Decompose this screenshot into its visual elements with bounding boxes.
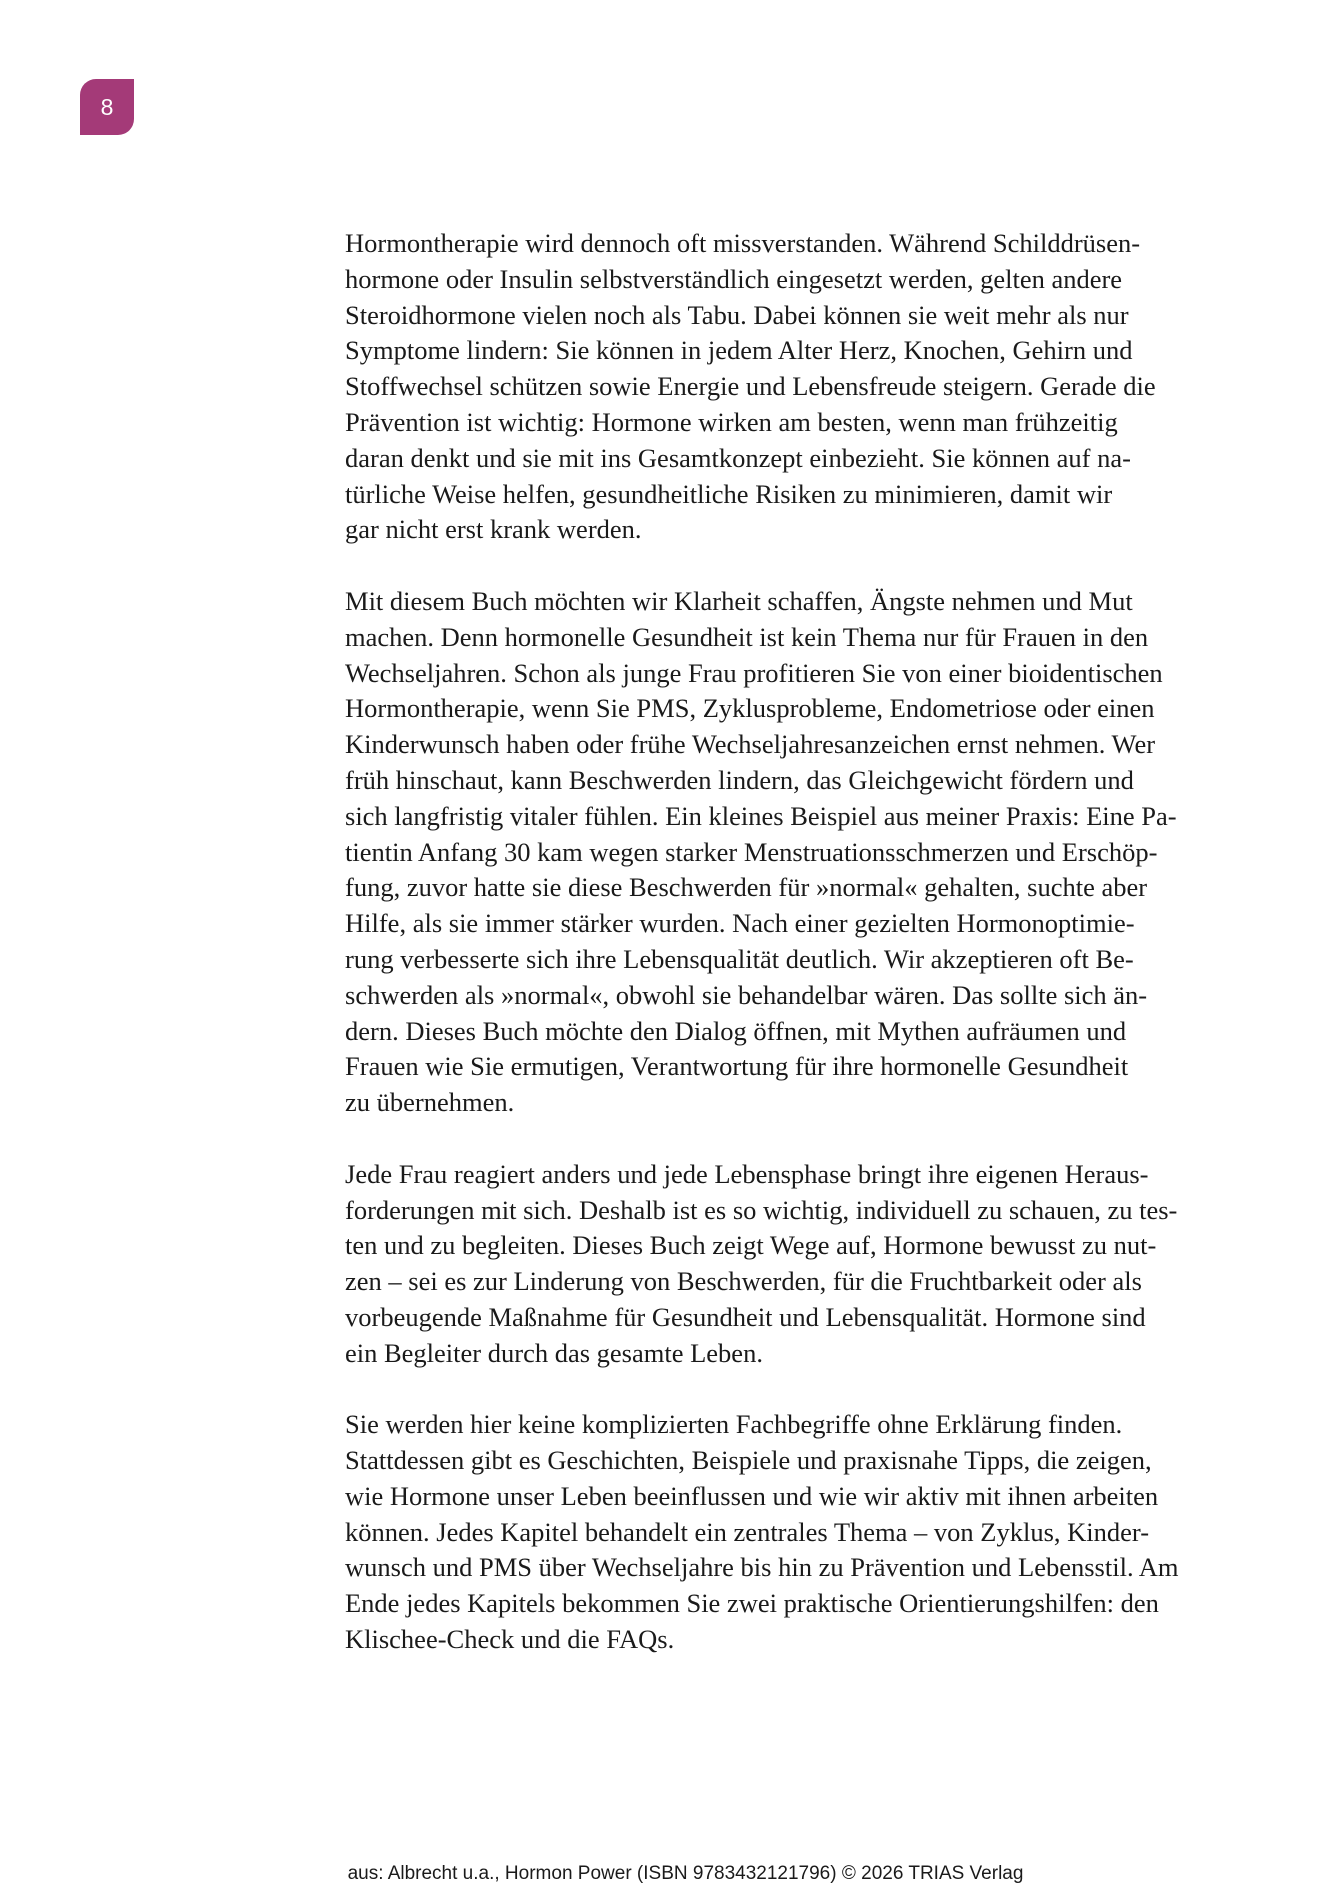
paragraph [345,226,1238,548]
text-line: machen. Denn hormonelle Gesundheit ist kein Thema nur für Frauen in den [345,621,1149,652]
text-line: Stattdessen gibt es Geschichten, Beispiele und praxisnahe Tipps, die zeigen, [345,1445,1152,1476]
text-line: Ende jedes Kapitels bekommen Sie zwei praktische Orientierungshilfen: den [345,1588,1159,1619]
text-line: vorbeugende Maßnahme für Gesundheit und Lebensqualität. Hormone sind [345,1301,1146,1332]
text-line: Prävention ist wichtig: Hormone wirken am besten, wenn man frühzeitig [345,406,1118,437]
text-line: Hormontherapie wird dennoch oft missverstanden. Während Schilddrüsen- [345,228,1141,258]
footer-citation [0,1862,1339,1886]
text-line: zu übernehmen. [345,1087,515,1118]
text-line: können. Jedes Kapitel behandelt ein zentrales Thema – von Zyklus, Kinder- [345,1516,1150,1547]
text-line: Wechseljahren. Schon als junge Frau profitieren Sie von einer bioidentischen [345,657,1163,688]
text-line: türliche Weise helfen, gesundheitliche Risiken zu minimieren, damit wir [345,478,1113,509]
text-line: ein Begleiter durch das gesamte Leben. [345,1337,763,1368]
text-line: früh hinschaut, kann Beschwerden lindern, das Gleichgewicht fördern und [345,764,1134,795]
text-line: Klischee-Check und die FAQs. [345,1624,675,1655]
footer-text: aus: Albrecht u.a., Hormon Power (ISBN 9783432121796) © 2026 TRIAS Verlag [347,1863,1024,1884]
text-line: schwerden als »normal«, obwohl sie behandelbar wären. Das sollte sich än- [345,979,1148,1010]
text-line: forderungen mit sich. Deshalb ist es so wichtig, individuell zu schauen, zu tes- [345,1194,1178,1225]
text-line: Stoffwechsel schützen sowie Energie und Lebensfreude steigern. Gerade die [345,371,1156,402]
text-line: hormone oder Insulin selbstverständlich eingesetzt werden, gelten andere [345,263,1123,294]
text-line: fung, zuvor hatte sie diese Beschwerden für »normal« gehalten, suchte aber [345,872,1148,903]
body-text [345,226,1238,1694]
text-line: Jede Frau reagiert anders und jede Lebensphase bringt ihre eigenen Heraus- [345,1158,1149,1189]
text-line: Frauen wie Sie ermutigen, Verantwortung für ihre hormonelle Gesundheit [345,1051,1129,1082]
text-line: dern. Dieses Buch möchte den Dialog öffnen, mit Mythen aufräumen und [345,1015,1127,1046]
text-line: Mit diesem Buch möchten wir Klarheit schaffen, Ängste nehmen und Mut [345,585,1133,616]
page-number-badge: 8 [80,79,134,135]
text-line: Hilfe, als sie immer stärker wurden. Nach einer gezielten Hormonoptimie- [345,908,1135,939]
text-line: gar nicht erst krank werden. [345,514,642,545]
paragraph [345,1157,1238,1372]
text-line: wunsch und PMS über Wechseljahre bis hin zu Prävention und Lebensstil. Am [345,1552,1179,1583]
text-line: rung verbesserte sich ihre Lebensqualität deutlich. Wir akzeptieren oft Be- [345,943,1134,974]
text-line: Kinderwunsch haben oder frühe Wechseljahresanzeichen ernst nehmen. Wer [345,729,1156,760]
text-line: wie Hormone unser Leben beeinflussen und wie wir aktiv mit ihnen arbeiten [345,1480,1159,1511]
text-line: tientin Anfang 30 kam wegen starker Menstruationsschmerzen und Erschöp- [345,836,1158,867]
text-line: Sie werden hier keine komplizierten Fachbegriffe ohne Erklärung finden. [345,1409,1123,1440]
paragraph [345,584,1238,1121]
text-line: ten und zu begleiten. Dieses Buch zeigt Wege auf, Hormone bewusst zu nut- [345,1230,1157,1261]
paragraph [345,1407,1238,1658]
text-line: Steroidhormone vielen noch als Tabu. Dabei können sie weit mehr als nur [345,299,1129,330]
text-line: Hormontherapie, wenn Sie PMS, Zyklusprobleme, Endometriose oder einen [345,693,1155,724]
text-line: sich langfristig vitaler fühlen. Ein kleines Beispiel aus meiner Praxis: Eine Pa- [345,800,1177,831]
text-line: Symptome lindern: Sie können in jedem Alter Herz, Knochen, Gehirn und [345,335,1133,366]
text-line: zen – sei es zur Linderung von Beschwerden, für die Fruchtbarkeit oder als [345,1266,1142,1297]
text-line: daran denkt und sie mit ins Gesamtkonzept einbezieht. Sie können auf na- [345,442,1131,473]
